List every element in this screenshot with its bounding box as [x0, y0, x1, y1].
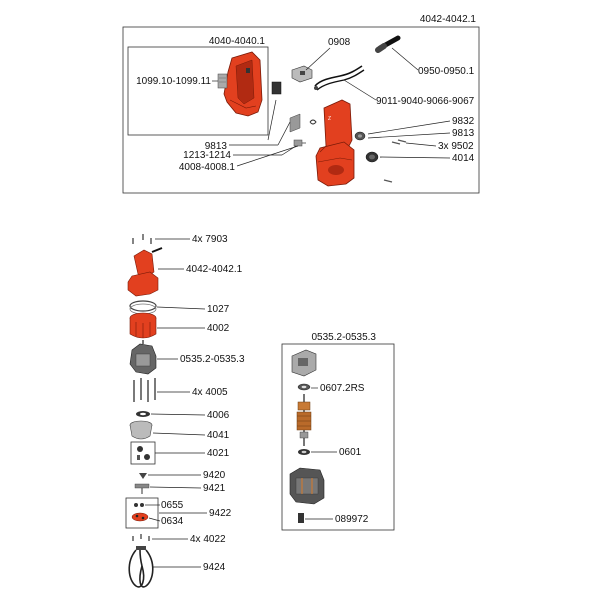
- label-4022: 4x 4022: [190, 534, 226, 545]
- label-9011: 9011-9040-9066-9067: [376, 96, 475, 107]
- housing-mark: Z: [328, 116, 332, 122]
- label-4014: 4014: [452, 153, 475, 164]
- washer-0601-part: [298, 449, 310, 455]
- label-4005: 4x 4005: [192, 387, 228, 398]
- part-0655: [134, 503, 144, 507]
- label-4021: 4021: [207, 448, 230, 459]
- label-0601: 0601: [339, 447, 362, 458]
- label-9422: 9422: [209, 508, 232, 519]
- gears-4021-part: [137, 446, 150, 460]
- clip-part: [310, 120, 316, 124]
- label-4041: 4041: [207, 430, 230, 441]
- label-4042: 4042-4042.1: [186, 264, 243, 275]
- power-cable-part: [378, 38, 398, 50]
- label-7903: 4x 7903: [192, 234, 228, 245]
- label-9420: 9420: [203, 470, 226, 481]
- pins-4022-part: [133, 534, 149, 541]
- subassembly-box-title: 4040-4040.1: [208, 36, 265, 47]
- cap-4014-part: [366, 152, 378, 162]
- part-9421: [135, 484, 149, 494]
- rods-4005-part: [134, 378, 155, 402]
- plate-9813-part: [290, 114, 300, 132]
- label-plate-part: [218, 74, 227, 88]
- label-0655: 0655: [161, 500, 184, 511]
- gear-housing-4041-part: [130, 421, 152, 439]
- bearing-0607-part: [298, 384, 310, 390]
- label-1213: 1213-1214: [183, 150, 231, 161]
- box-4021: [131, 442, 155, 464]
- label-0950: 0950-0950.1: [418, 66, 475, 77]
- wire-harness-part: [314, 66, 364, 90]
- washer-4006-part: [136, 411, 150, 417]
- label-1099: 1099.10-1099.11: [136, 76, 211, 87]
- label-089972: 089972: [335, 514, 369, 525]
- label-0607: 0607.2RS: [320, 383, 365, 394]
- armature-top-housing-part: [292, 350, 316, 376]
- label-0634: 0634: [161, 516, 184, 527]
- part-9420: [139, 473, 147, 479]
- label-0908: 0908: [328, 37, 351, 48]
- assembly-box-title: 4042-4042.1: [419, 14, 476, 25]
- label-0535: 0535.2-0535.3: [180, 354, 245, 365]
- screws-7903-part: [133, 234, 151, 244]
- label-1027: 1027: [207, 304, 230, 315]
- switch-part: [272, 82, 281, 94]
- armature-box-title: 0535.2-0535.3: [311, 332, 376, 343]
- fan-housing-4002-part: [130, 313, 156, 338]
- label-4002: 4002: [207, 323, 230, 334]
- label-9813-right: 9813: [452, 128, 475, 139]
- part-0634: [132, 513, 148, 521]
- label-9832: 9832: [452, 116, 475, 127]
- label-4006: 4006: [207, 410, 230, 421]
- motor-0535-part: [130, 340, 156, 374]
- brush-4008-part: [294, 140, 306, 146]
- label-4008: 4008-4008.1: [178, 162, 235, 173]
- label-9424: 9424: [203, 562, 226, 573]
- assembly-box: [123, 27, 479, 193]
- label-9421: 9421: [203, 483, 226, 494]
- handle-half-part: [224, 52, 262, 116]
- part-089972: [298, 513, 304, 523]
- screws-9502-part: [384, 140, 406, 182]
- housing-4042-part: [128, 248, 162, 296]
- ring-1027-part: [130, 301, 156, 314]
- label-9502: 3x 9502: [438, 141, 474, 152]
- stator-part: [290, 468, 324, 504]
- armature-part: [297, 394, 311, 446]
- switch-block-part: [292, 66, 312, 82]
- beater-9424-part: [129, 546, 153, 587]
- main-housing-part: [316, 100, 354, 186]
- bushing-part: [355, 132, 365, 140]
- label-9813-left: 9813: [204, 141, 227, 152]
